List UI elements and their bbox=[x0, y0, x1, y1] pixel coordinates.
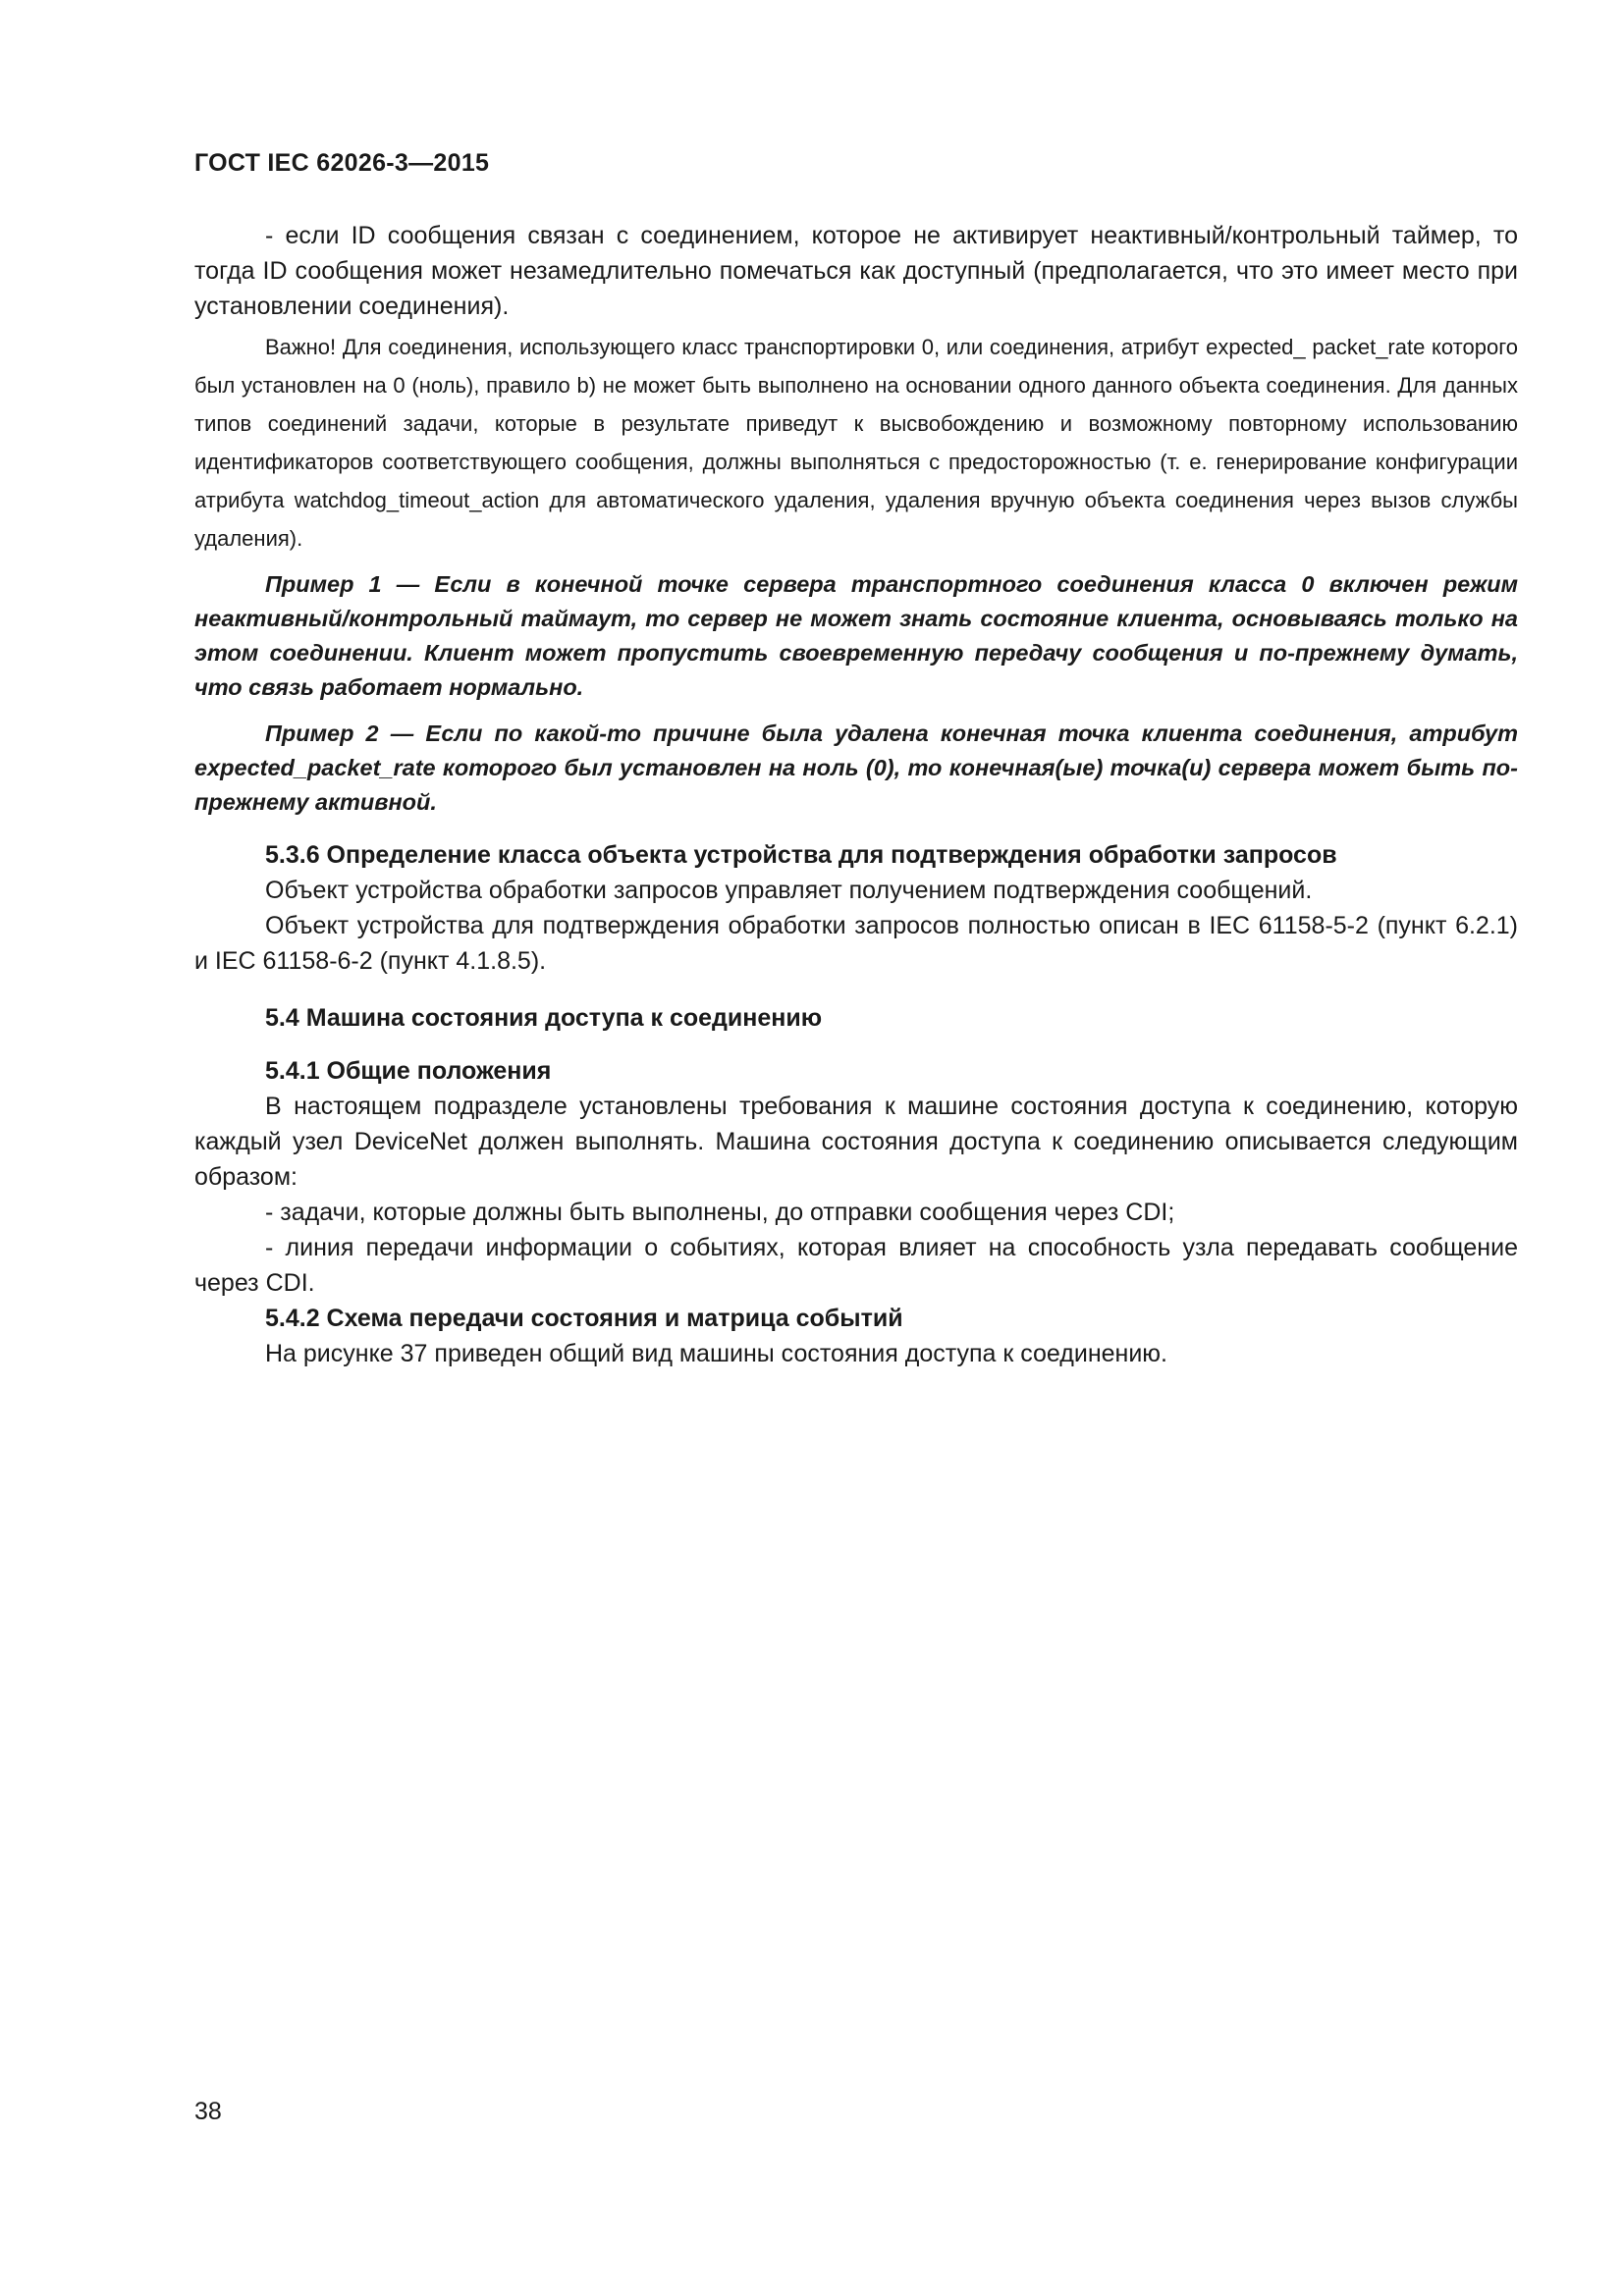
page-number: 38 bbox=[194, 2098, 222, 2125]
important-note: Важно! Для соединения, использующего класс транспортировки 0, или соединения, атрибут expected_ packet_rate которого был установлен на 0 (ноль), правило b) не может быть выполнено на основании одного данного объекта соединения. Для данных типов соединений задачи, которые в результате приведут к высвобождению и возможному повторному использованию идентификаторов соответствующего сообщения, должны выполняться с предосторожностью (т. е. генерирование конфигурации атрибута watchdog_timeout_action для автоматического удаления, удаления вручную объекта соединения через вызов службы удаления). bbox=[194, 335, 1518, 551]
page-content bbox=[194, 218, 1518, 1371]
paragraph-5-4-2: На рисунке 37 приведен общий вид машины состояния доступа к соединению. bbox=[265, 1340, 1167, 1367]
section-heading-5-3-6: 5.3.6 Определение класса объекта устройства для подтверждения обработки запросов bbox=[265, 841, 1337, 869]
section-heading-5-4-2: 5.4.2 Схема передачи состояния и матрица событий bbox=[265, 1305, 903, 1332]
example-1: Пример 1 — Если в конечной точке сервера транспортного соединения класса 0 включен режим неактивный/контрольный таймаут, то сервер не может знать состояние клиента, основываясь только на этом соединении. Клиент может пропустить своевременную передачу сообщения и по-прежнему думать, что связь работает нормально. bbox=[194, 571, 1518, 700]
paragraph-5-4-1-a: В настоящем подразделе установлены требования к машине состояния доступа к соединению, которую каждый узел DeviceNet должен выполнять. Машина состояния доступа к соединению описывается следующим образом: bbox=[194, 1093, 1518, 1191]
section-heading-5-4: 5.4 Машина состояния доступа к соединению bbox=[265, 1004, 823, 1032]
section-heading-5-4-1: 5.4.1 Общие положения bbox=[265, 1057, 552, 1085]
paragraph-5-3-6-a: Объект устройства обработки запросов управляет получением подтверждения сообщений. bbox=[265, 877, 1313, 904]
list-item-message-id: - если ID сообщения связан с соединением, которое не активирует неактивный/контрольный таймер, то тогда ID сообщения может незамедлительно помечаться как доступный (предполагается, что это имеет место при установлении соединения). bbox=[194, 222, 1518, 320]
example-2: Пример 2 — Если по какой-то причине была удалена конечная точка клиента соединения, атрибут expected_packet_rate которого был установлен на ноль (0), то конечная(ые) точка(и) сервера может быть по-прежнему активной. bbox=[194, 721, 1518, 815]
paragraph-5-3-6-b: Объект устройства для подтверждения обработки запросов полностью описан в IEC 61158-5-2 (пункт 6.2.1) и IEC 61158-6-2 (пункт 4.1.8.5). bbox=[194, 912, 1518, 975]
document-header: ГОСТ IEC 62026-3—2015 bbox=[194, 149, 490, 177]
list-item-event-line: - линия передачи информации о событиях, которая влияет на способность узла передавать сообщение через CDI. bbox=[194, 1234, 1518, 1297]
list-item-tasks: - задачи, которые должны быть выполнены, до отправки сообщения через CDI; bbox=[265, 1199, 1175, 1226]
